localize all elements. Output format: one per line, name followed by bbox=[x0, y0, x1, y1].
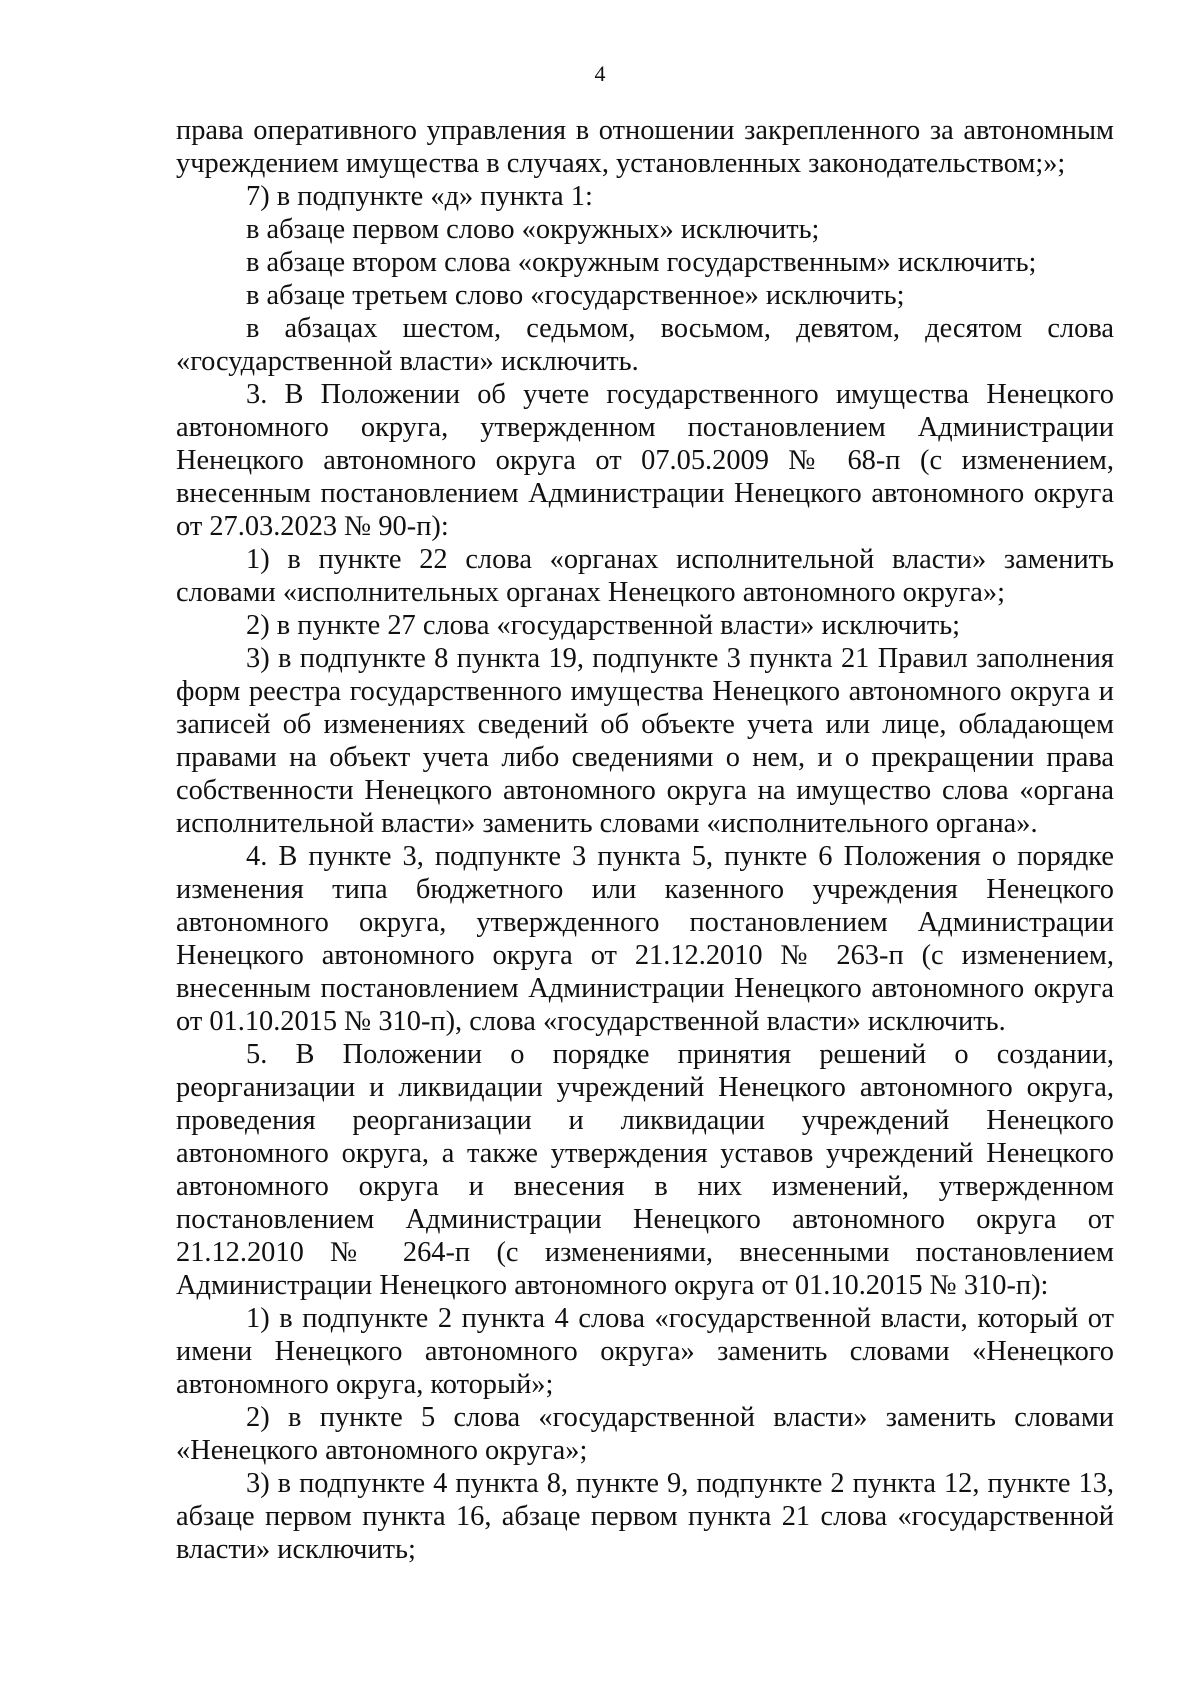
paragraph: в абзаце втором слова «окружным государственным» исключить; bbox=[246, 247, 1037, 278]
paragraph: 2) в пункте 27 слова «государственной власти» исключить; bbox=[246, 610, 961, 641]
paragraph: 1) в подпункте 2 пункта 4 слова «государственной власти, который от имени Ненецкого автономного округа» заменить словами «Ненецкого автономного округа, который»; bbox=[176, 1303, 1114, 1400]
paragraph: права оперативного управления в отношении закрепленного за автономным учреждением имущества в случаях, установленных законодательством;»; bbox=[176, 115, 1114, 179]
page-number: 4 bbox=[594, 61, 606, 86]
paragraph: 3. В Положении об учете государственного имущества Ненецкого автономного округа, утвержденном постановлением Администрации Ненецкого автономного округа от 07.05.2009 № 68-п (с изменением, внесенным постановлением Администрации Ненецкого автономного округа от 27.03.2023 № 90-п): bbox=[176, 379, 1114, 542]
paragraph: 3) в подпункте 4 пункта 8, пункте 9, подпункте 2 пункта 12, пункте 13, абзаце первом пункта 16, абзаце первом пункта 21 слова «государственной власти» исключить; bbox=[176, 1468, 1114, 1565]
paragraph: в абзаце третьем слово «государственное» исключить; bbox=[246, 280, 905, 311]
paragraph: 7) в подпункте «д» пункта 1: bbox=[246, 181, 593, 212]
paragraph: 4. В пункте 3, подпункте 3 пункта 5, пункте 6 Положения о порядке изменения типа бюджетного или казенного учреждения Ненецкого автономного округа, утвержденного постановлением Администрации Ненецкого автономного округа от 21.12.2010 № 263-п (с изменением, внесенным постановлением Администрации Ненецкого автономного округа от 01.10.2015 № 310-п), слова «государственной власти» исключить. bbox=[176, 841, 1114, 1037]
paragraph: в абзаце первом слово «окружных» исключить; bbox=[246, 214, 820, 245]
paragraph: 2) в пункте 5 слова «государственной власти» заменить словами «Ненецкого автономного округа»; bbox=[176, 1402, 1114, 1466]
paragraph: в абзацах шестом, седьмом, восьмом, девятом, десятом слова «государственной власти» исключить. bbox=[176, 313, 1114, 377]
document-body bbox=[176, 114, 1114, 1566]
paragraph: 3) в подпункте 8 пункта 19, подпункте 3 пункта 21 Правил заполнения форм реестра государственного имущества Ненецкого автономного округа и записей об изменениях сведений об объекте учета или лице, обладающем правами на объект учета либо сведениями о нем, и о прекращении права собственности Ненецкого автономного округа на имущество слова «органа исполнительной власти» заменить словами «исполнительного органа». bbox=[176, 643, 1114, 839]
paragraph: 1) в пункте 22 слова «органах исполнительной власти» заменить словами «исполнительных органах Ненецкого автономного округа»; bbox=[176, 544, 1114, 608]
paragraph: 5. В Положении о порядке принятия решений о создании, реорганизации и ликвидации учреждений Ненецкого автономного округа, проведения реорганизации и ликвидации учреждений Ненецкого автономного округа, а также утверждения уставов учреждений Ненецкого автономного округа и внесения в них изменений, утвержденном постановлением Администрации Ненецкого автономного округа от 21.12.2010 № 264-п (с изменениями, внесенными постановлением Администрации Ненецкого автономного округа от 01.10.2015 № 310-п): bbox=[176, 1039, 1114, 1301]
